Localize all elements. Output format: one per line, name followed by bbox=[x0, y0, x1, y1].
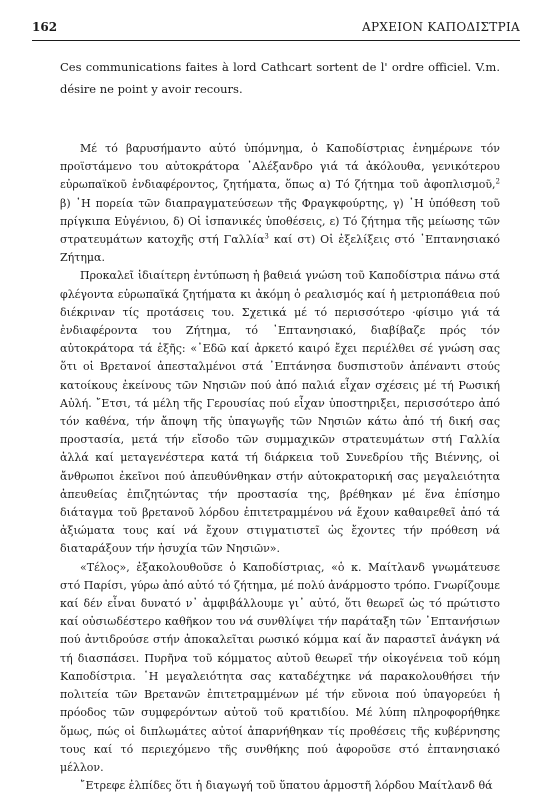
paragraph: «Τέλος», ἐξακολουθοῦσε ὁ Καποδίστριας, «ὁ κ. Μαίτλανδ γνωμάτευσε στό Παρίσι, γύρω ἀπό αὐτό τό ζήτημα, μέ πολύ ἀνάρμοστο τρόπο. Γνωρίζουμε καί δέν εἶναι δυνατό ν᾿ ἀμφιβάλλουμε γι᾿ αὐτό, ὅτι θεωρεῖ ὡς τό πρώτιστο καί οὐσιωδέστερο καθῆκον του νά συνθλίψει τήν παράταξη τῶν ᾿Επτανήσιων πού ἀντιδρούσε στήν ἀποκαλεῖται ρωσικό κόμμα καί ἄν παραστεῖ ἀνάγκη νά τή διασπάσει. Πυρῆνα τοῦ κόμματος αὐτοῦ θεωρεῖ τήν οἰκογένεια τοῦ κόμη Καποδίστρια. ῾Η μεγαλειότητα σας καταδέχτηκε νά παρακολουθήσει τήν πολιτεία τῶν Βρετανῶν ἐπιτετραμμένων μέ τήν εὔνοια πού ὑπαγορεύει ἡ πρόοδος τῶν συμφερόντων αὐτοῦ τοῦ κρατιδίου. Μέ λύπη πληροφορήθηκε ὅμως, πώς οἱ διπλωμάτες αὐτοί ἀπαρνήθηκαν τίς προθέσεις τῆς κυβέρνησης τους καί τό περιεχόμενο τῆς συνθήκης πού ἀφοροῦσε στό ἐπτανησιακό μέλλον. bbox=[60, 560, 500, 774]
paragraph: Μέ τό βαρυσήμαντο αὐτό ὑπόμνημα, ὁ Καποδίστριας ἐνημέρωνε τόν προϊστάμενο του αὐτοκράτορα ᾿Αλέξανδρο γιά τά ἀκόλουθα, γενικότερου εὐρωπαϊκοῦ ἐνδιαφέροντος, ζητήματα, ὅπως α) Τό ζήτημα τοῦ ἀφοπλισμοῦ,$^2$ β) ῾Η πορεία τῶν διαπραγματεύσεων τῆς Φραγκφούρτης, γ) ῾Η ὑπόθεση τοῦ πρίγκιπα Εὐγένιου, δ) Οἱ ἱσπανικές ὑποθέσεις, ε) Τό ζήτημα τῆς μείωσης τῶν στρατευμάτων κατοχῆς στή Γαλλία$^3$ καί στ) Οἱ ἐξελίξεις στό ᾿Επτανησιακό Ζήτημα. bbox=[60, 142, 500, 265]
body-text bbox=[60, 140, 500, 795]
paragraph: ῎Ετρεφε ἐλπίδες ὅτι ἡ διαγωγή τοῦ ὕπατου ἁρμοστῆ λόρδου Μαίτλανδ θά bbox=[80, 779, 493, 793]
page-number: 162 bbox=[32, 20, 58, 34]
french-note: Ces communications faites à lord Cathcart sortent de l' ordre officiel. V.m. désire ne point y avoir recours. bbox=[60, 60, 500, 96]
footnote-marker[interactable]: 2 bbox=[495, 177, 500, 186]
running-title: ΑΡΧΕΙΟΝ ΚΑΠΟΔΙΣΤΡΙΑ bbox=[362, 20, 520, 34]
running-header bbox=[32, 20, 520, 41]
paragraph: Προκαλεῖ ἰδιαίτερη ἐντύπωση ἡ βαθειά γνώση τοῦ Καποδίστρια πάνω στά φλέγοντα εὐρωπαϊκά ζητήματα κι ἀκόμη ὁ ρεαλισμός καί ἡ μετριοπάθεια πού διέκριναν τίς προτάσεις του. Σχετικά μέ τό περισσότερο ·φίσιμο γιά τά ἐνδιαφέροντα του Ζήτημα, τό ᾿Επτανησιακό, διαβίβαζε πρός τόν αὐτοκράτορα τά ἑξῆς: «᾿Εδῶ καί ἀρκετό καιρό ἔχει περιέλθει σέ γνώση σας ὅτι οἱ Βρετανοί ἀπεσταλμένοι στά ᾿Επτάνησα δυσπιστοῦν ἀπέναντι στούς κατοίκους ἐκείνους τῶν Νησιῶν πού ἀπό παλιά εἶχαν σχέσεις μέ τή Ρωσική Αὐλή. ῎Ετσι, τά μέλη τῆς Γερουσίας πού εἶχαν ὑποστηριξει, περισσότερο ἀπό τόν καθένα, τήν ἄποψη τῆς ὑπαγωγῆς τῶν Νησιῶν κάτω ἀπό τή δική σας προστασία, μετά τήν εἴσοδο τῶν συμμαχικῶν στρατευμάτων στή Γαλλία ἀλλά καί μεταγενέστερα κατά τή διάρκεια τοῦ Συνεδρίου τῆς Βιέννης, οἱ ἄνθρωποι ἐκεῖνοι πού ἀπευθύνθηκαν στήν αὐτοκρατορική σας μεγαλειότητα ἀπευθείας ἐπιζητώντας τήν προστασία της, βρέθηκαν μέ ἕνα ἐπίσημο διάταγμα τοῦ βρετανοῦ λόρδου ἐπιτετραμμένου νά ἔχουν καθαιρεθεῖ ἀπό τά ἀξιώματα τους καί νά ἔχουν στιγματιστεῖ ὡς ἔχοντες τήν πρόθεση νά διαταράξουν τήν ἡσυχία τῶν Νησιῶν». bbox=[60, 269, 500, 556]
footnote-marker[interactable]: 3 bbox=[264, 232, 269, 241]
